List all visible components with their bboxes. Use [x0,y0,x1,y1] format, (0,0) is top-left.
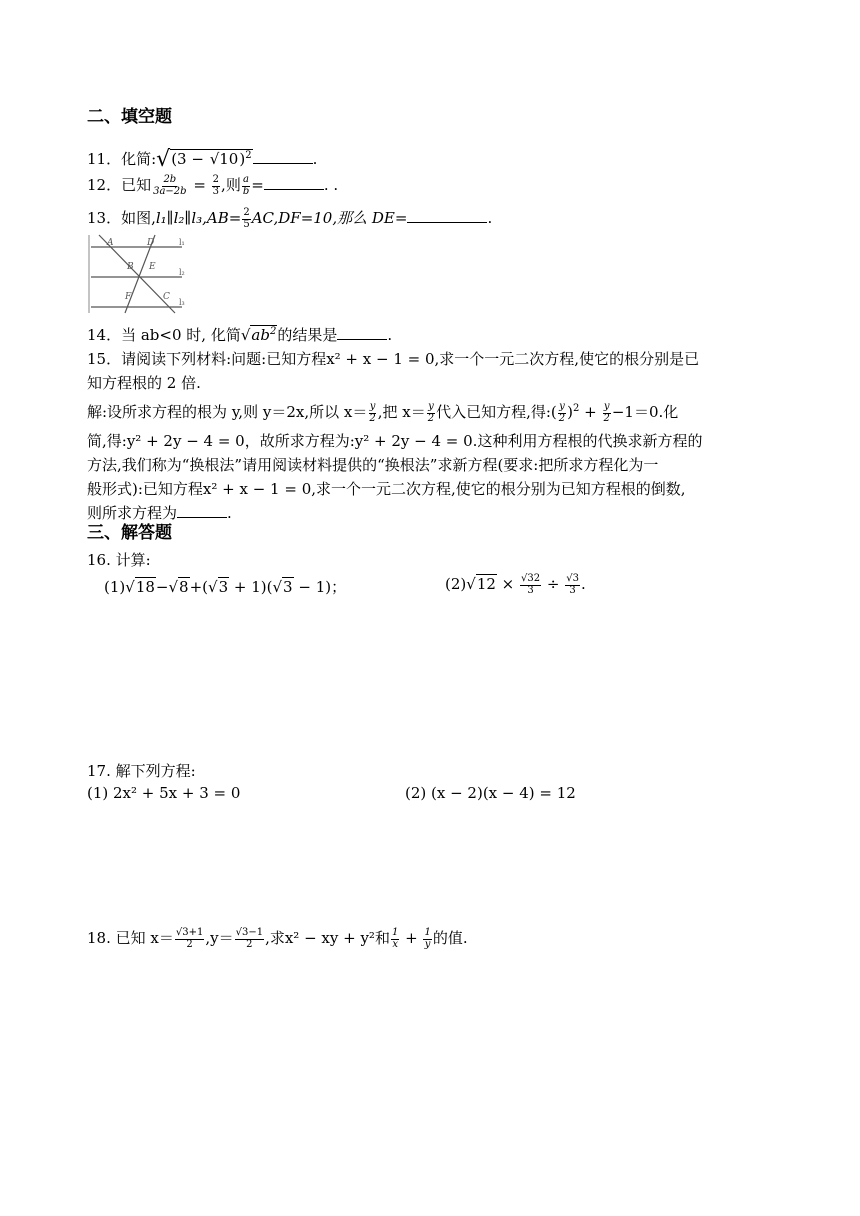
q12-fraction-a-b: $\frac{a}{b}$ [242,174,250,197]
question-12: 12．已知 $\frac{2b}{3a-2b}$ = $\frac{2}{3}$ ,则 $\frac{a}{b}$ = . . [87,174,339,197]
question-11: 11．化简:√(3 − √10)$^2$ . [87,147,318,172]
section-heading-answer: 三、解答题 [87,523,172,543]
q18-frac-x: $\frac{√3+1}{2}$ [175,927,204,950]
q15-line-7: 则所求方程为 . [87,504,232,522]
fig-label-f: F [125,292,132,302]
q16-title: 16. 计算: [87,551,151,569]
q15-blank [177,516,227,518]
q18-frac-1-x: $\frac{1}{x}$ [391,927,399,950]
fig-label-l1: l₁ [179,238,185,247]
q15-line-6: 般形式):已知方程x² + x − 1 = 0,求一个一元二次方程,使它的根分别为已知方程根的倒数, [87,480,686,498]
q16-part-2: (2)√12 × $\frac{√32}{3}$ ÷ $\frac{√3}{3}$ . [445,573,586,596]
section-heading-fill: 二、填空题 [87,107,172,127]
q17-title: 17. 解下列方程: [87,762,196,780]
q15-line-5: 方法,我们称为“换根法”请用阅读材料提供的“换根法”求新方程(要求:把所求方程化为一 [87,456,659,474]
fig-label-d: D [147,238,155,248]
fig-label-e: E [149,262,156,272]
q13-fraction-2-5: $\frac{2}{5}$ [243,207,250,230]
q15-frac-y-2b: $\frac{y}{2}$ [427,401,435,424]
q17-part-2: (2) (x − 2)(x − 4) = 12 [405,784,576,802]
fig-label-l2: l₂ [179,268,185,277]
q14-radicand: $ab^2$ [251,326,277,344]
q15-frac-y-2a: $\frac{y}{2}$ [369,401,376,424]
q17-part-1: (1) 2x² + 5x + 3 = 0 [87,784,241,802]
q15-line-4: 简,得:y² + 2y − 4 = 0，故所求方程为:y² + 2y − 4 = 0.这种利用方程根的代换求新方程的 [87,432,703,450]
q18-frac-y: $\frac{√3-1}{2}$ [235,927,264,950]
q18-frac-1-y: $\frac{1}{y}$ [424,927,431,950]
q14-blank [337,338,387,340]
question-18: 18. 已知 x＝ $\frac{√3+1}{2}$ ,y＝ $\frac{√3-1}{2}$ ,求x² − xy + y²和 $\frac{1}{x}$ + $\frac{1}{y}$ 的值. [87,927,468,950]
q12-fraction: $\frac{2b}{3a-2b}$ [153,174,187,197]
q11-blank [253,162,313,164]
q16-frac-sqrt32-3: $\frac{√32}{3}$ [521,573,541,596]
q15-line-2: 知方程根的 2 倍. [87,374,201,392]
fig-label-c: C [163,292,170,302]
fig-label-b: B [127,262,134,272]
fig-label-l3: l₃ [179,298,185,307]
fig-label-a: A [107,238,114,248]
question-14: 14．当 ab<0 时, 化简$√ab^2$的结果是 . [87,326,393,344]
q15-line-1: 15．请阅读下列材料:问题:已知方程x² + x − 1 = 0,求一个一元二次方程,使它的根分别是已 [87,350,700,368]
q16-frac-sqrt3-3: $\frac{√3}{3}$ [566,573,579,596]
q12-fraction-2-3: $\frac{2}{3}$ [212,174,220,197]
q15-line-3: 解:设所求方程的根为 y,则 y＝2x,所以 x＝ $\frac{y}{2}$ ,把 x＝ $\frac{y}{2}$ 代入已知方程,得:( $\frac{y}{2}$ )$^2$ + $\frac{y}{2}$ −1＝0.化 [87,401,679,424]
q16-part-1: (1)√18−√8+(√3 + 1)(√3 − 1)； [104,578,347,596]
q11-radical: √ [156,147,171,172]
q11-radicand: $(3 - √10)^2$ [171,150,252,169]
question-13: 13．如图,l₁∥l₂∥l₃,AB= $\frac{2}{5}$ AC,DF=10,那么 DE= . [87,207,493,230]
q13-parallel-lines-figure [87,233,192,315]
q13-blank [407,221,487,223]
q12-blank [264,188,324,190]
q11-label: 11．化简: [87,150,157,169]
q15-frac-y-2d: $\frac{y}{2}$ [603,401,610,424]
q15-frac-y-2c: $\frac{y}{2}$ [558,401,566,424]
